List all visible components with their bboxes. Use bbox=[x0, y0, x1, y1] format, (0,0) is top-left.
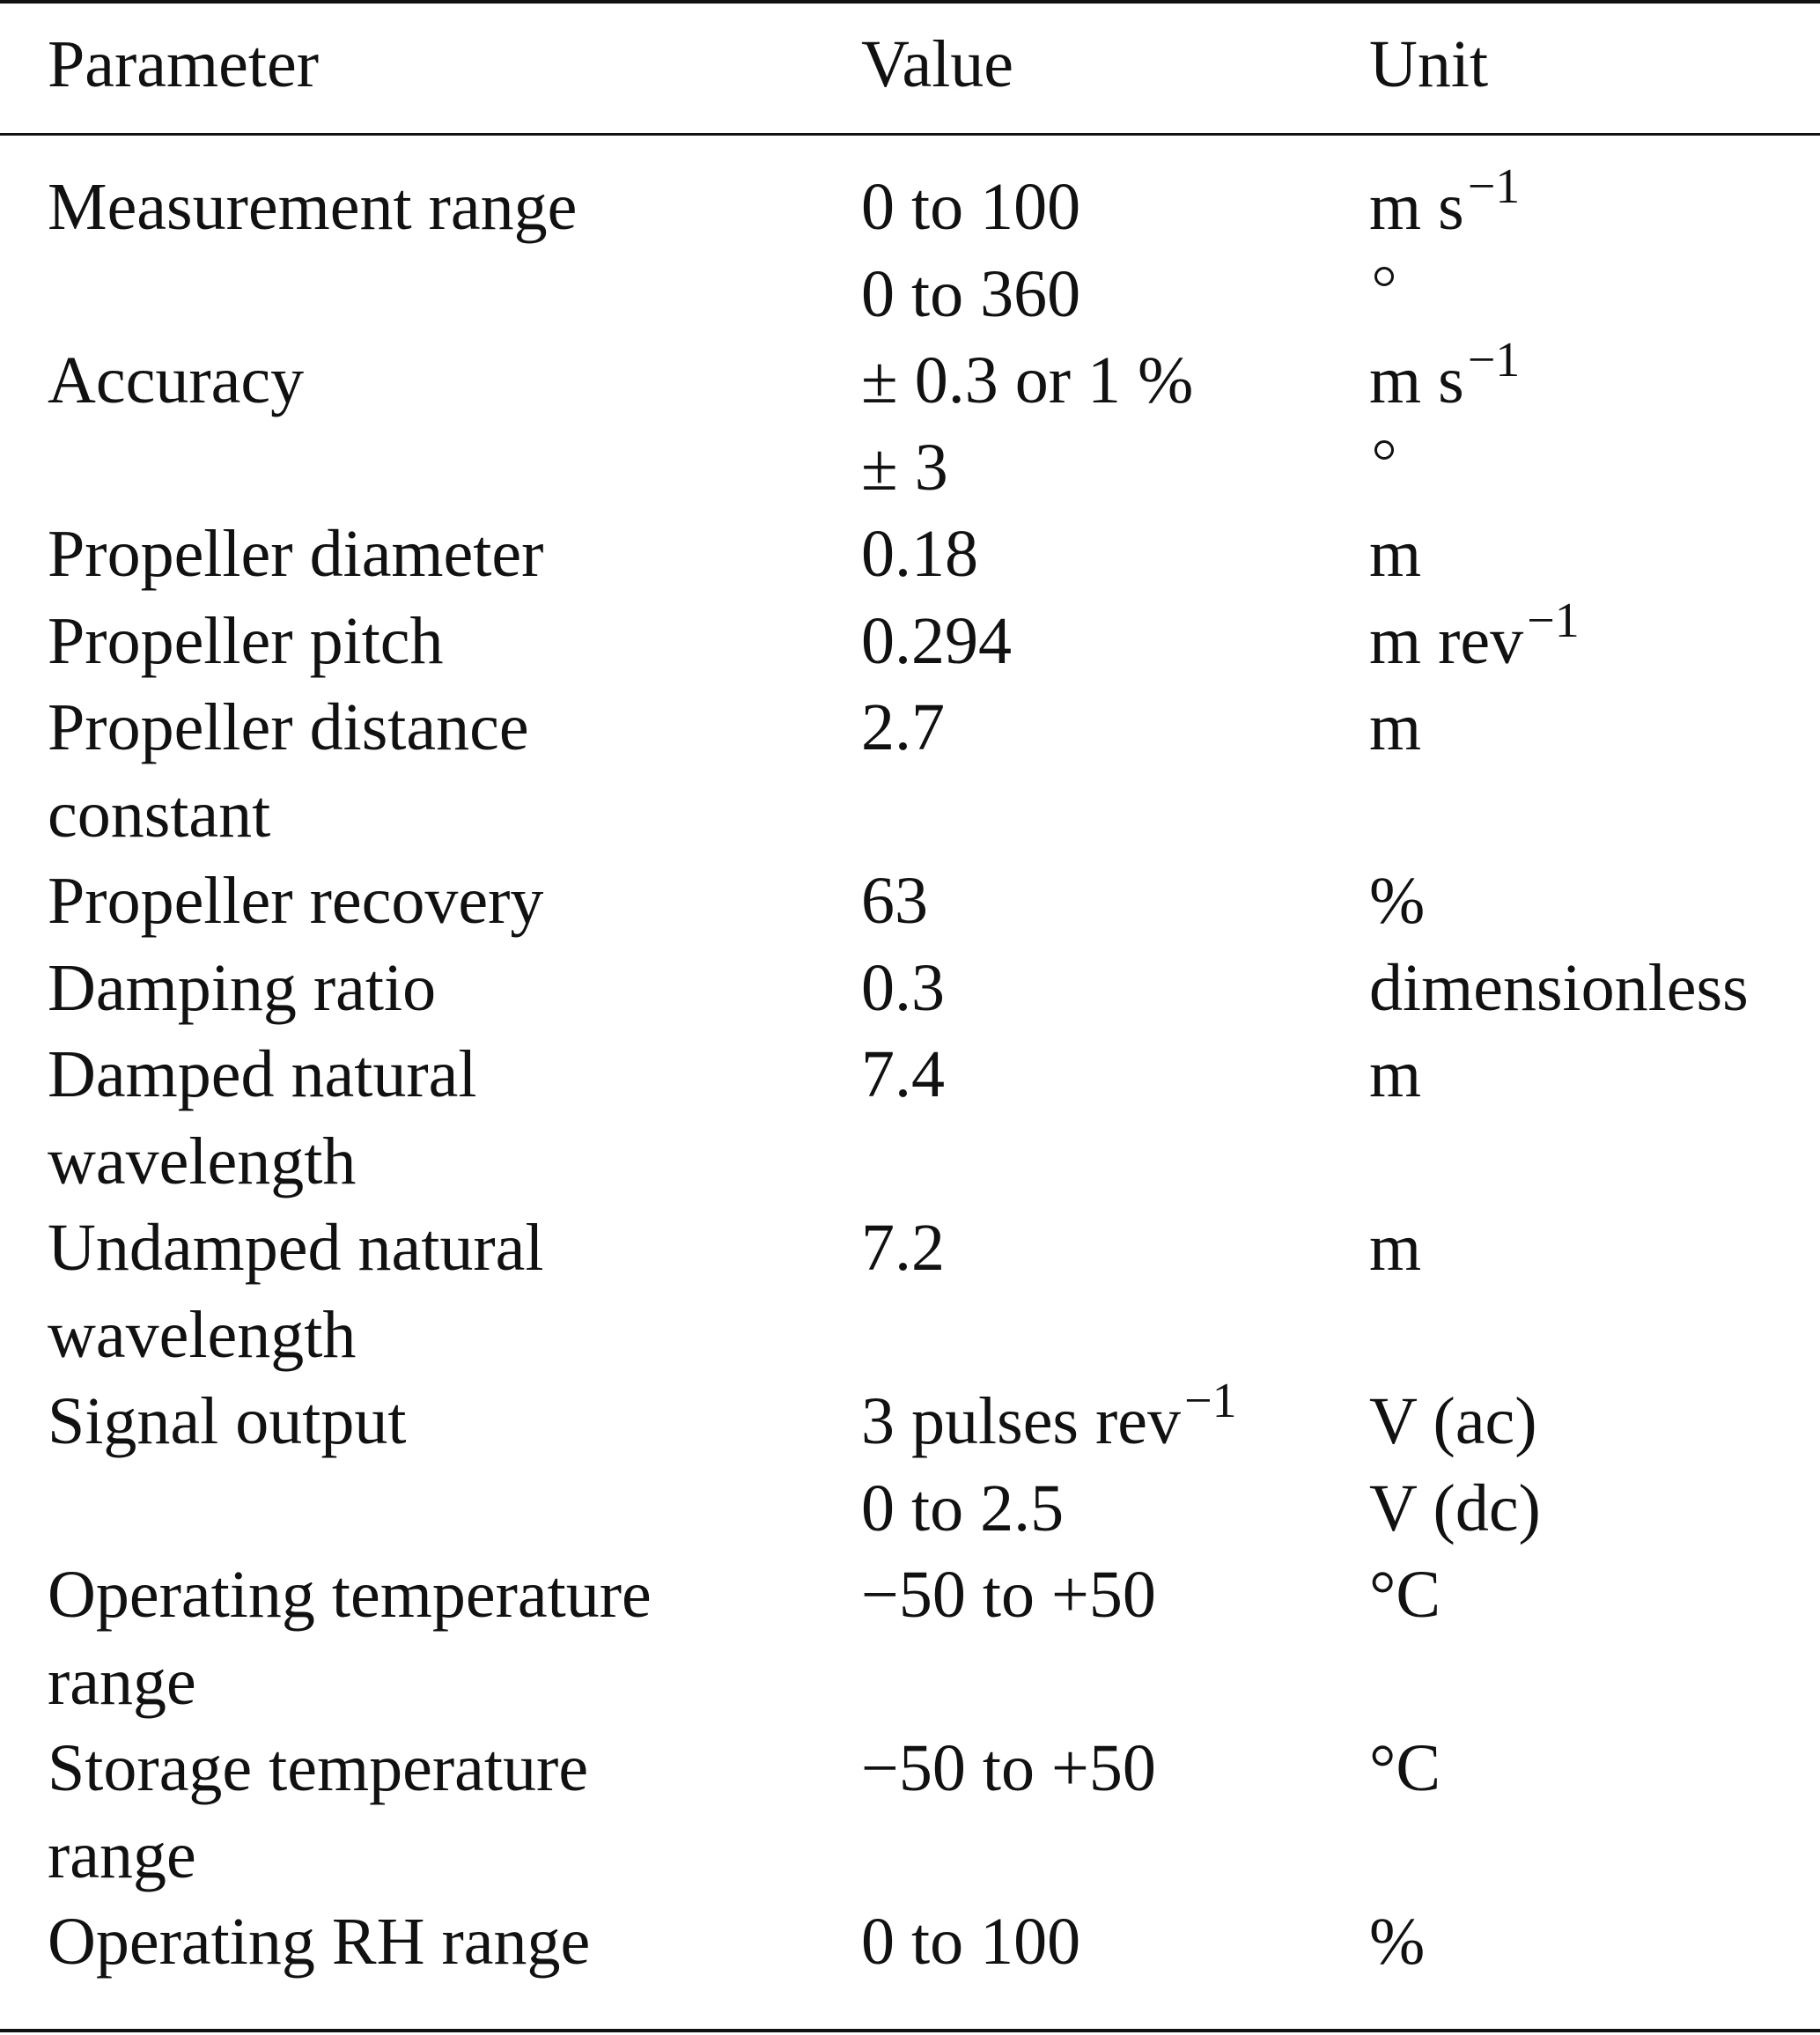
cell-parameter: range bbox=[48, 1645, 196, 1719]
cell-unit-exponent: −1 bbox=[1467, 333, 1521, 387]
cell-unit bbox=[1369, 333, 1521, 430]
table-header-rule bbox=[0, 133, 1820, 136]
cell-unit-exponent: −1 bbox=[1467, 159, 1521, 214]
cell-value bbox=[861, 1374, 1237, 1471]
cell-value-text: 0 to 100 bbox=[861, 170, 1081, 244]
header-parameter: Parameter bbox=[48, 27, 320, 101]
cell-value-text: 0.3 bbox=[861, 951, 945, 1025]
cell-parameter: Propeller recovery bbox=[48, 864, 544, 938]
cell-parameter: Accuracy bbox=[48, 343, 305, 417]
degree-symbol bbox=[1374, 267, 1394, 286]
cell-parameter: Operating RH range bbox=[48, 1905, 591, 1979]
cell-unit bbox=[1369, 251, 1389, 337]
cell-parameter: Storage temperature bbox=[48, 1731, 589, 1805]
cell-unit bbox=[1369, 945, 1749, 1031]
cell-unit bbox=[1369, 1378, 1537, 1464]
cell-unit-text: % bbox=[1369, 1905, 1426, 1979]
cell-value-text: 3 pulses rev bbox=[861, 1384, 1182, 1458]
cell-value bbox=[861, 858, 928, 944]
cell-value bbox=[861, 598, 1012, 684]
cell-unit-text: m rev bbox=[1369, 604, 1524, 678]
cell-parameter: constant bbox=[48, 778, 271, 852]
cell-unit-text: dimensionless bbox=[1369, 951, 1749, 1025]
cell-unit-text: m bbox=[1369, 690, 1422, 764]
cell-value bbox=[861, 945, 945, 1031]
cell-value bbox=[861, 511, 978, 597]
cell-parameter: Propeller pitch bbox=[48, 604, 444, 678]
cell-unit-text: m bbox=[1369, 1211, 1422, 1285]
cell-unit-text: m s bbox=[1369, 170, 1464, 244]
cell-value bbox=[861, 684, 945, 770]
table-bottom-rule bbox=[0, 2029, 1820, 2032]
cell-parameter: Operating temperature bbox=[48, 1558, 652, 1632]
cell-value bbox=[861, 1552, 1156, 1638]
cell-value bbox=[861, 1465, 1064, 1552]
cell-unit bbox=[1369, 594, 1580, 690]
cell-unit-text: % bbox=[1369, 864, 1426, 938]
cell-unit-exponent: −1 bbox=[1527, 594, 1580, 648]
cell-unit-text: °C bbox=[1369, 1731, 1441, 1805]
cell-value-text: −50 to +50 bbox=[861, 1558, 1156, 1632]
cell-unit bbox=[1369, 684, 1421, 770]
cell-value-text: 7.2 bbox=[861, 1211, 945, 1285]
cell-value bbox=[861, 424, 948, 511]
cell-unit-text: m bbox=[1369, 517, 1422, 591]
header-unit: Unit bbox=[1369, 27, 1489, 101]
header-value: Value bbox=[861, 27, 1014, 101]
cell-value-text: 0 to 2.5 bbox=[861, 1471, 1065, 1545]
cell-value-text: 0 to 360 bbox=[861, 257, 1081, 331]
cell-unit-text: V (ac) bbox=[1369, 1384, 1537, 1458]
cell-unit bbox=[1369, 1465, 1541, 1552]
cell-parameter: Damped natural bbox=[48, 1037, 477, 1111]
cell-value-text: 0.18 bbox=[861, 517, 978, 591]
cell-value-text: 63 bbox=[861, 864, 928, 938]
cell-value-text: ± 0.3 or 1 % bbox=[861, 343, 1194, 417]
cell-unit bbox=[1369, 511, 1421, 597]
cell-parameter: Undamped natural bbox=[48, 1211, 544, 1285]
cell-unit bbox=[1369, 1899, 1425, 1985]
cell-parameter: range bbox=[48, 1818, 196, 1892]
cell-parameter: Signal output bbox=[48, 1384, 407, 1458]
cell-unit bbox=[1369, 1725, 1441, 1811]
cell-value-text: ± 3 bbox=[861, 431, 948, 505]
degree-symbol bbox=[1374, 440, 1394, 460]
cell-value bbox=[861, 1899, 1080, 1985]
cell-unit bbox=[1369, 1552, 1441, 1638]
cell-unit-text: V (dc) bbox=[1369, 1471, 1541, 1545]
cell-unit bbox=[1369, 424, 1389, 511]
cell-unit bbox=[1369, 159, 1521, 256]
cell-parameter: Damping ratio bbox=[48, 951, 437, 1025]
cell-parameter: wavelength bbox=[48, 1124, 357, 1198]
cell-unit bbox=[1369, 1205, 1421, 1291]
cell-unit-text: m bbox=[1369, 1037, 1422, 1111]
cell-unit-text: m s bbox=[1369, 343, 1464, 417]
cell-unit bbox=[1369, 1031, 1421, 1117]
cell-value-text: 0 to 100 bbox=[861, 1905, 1081, 1979]
cell-value bbox=[861, 337, 1193, 424]
table-top-rule bbox=[0, 0, 1820, 4]
cell-value-text: 0.294 bbox=[861, 604, 1012, 678]
cell-value-exponent: −1 bbox=[1184, 1374, 1237, 1428]
cell-value-text: −50 to +50 bbox=[861, 1731, 1156, 1805]
cell-unit bbox=[1369, 858, 1425, 944]
cell-unit-text: °C bbox=[1369, 1558, 1441, 1632]
cell-value bbox=[861, 1031, 945, 1117]
cell-value bbox=[861, 251, 1080, 337]
cell-value bbox=[861, 1725, 1156, 1811]
cell-parameter: wavelength bbox=[48, 1298, 357, 1372]
cell-parameter: Propeller diameter bbox=[48, 517, 544, 591]
cell-value-text: 2.7 bbox=[861, 690, 945, 764]
cell-value bbox=[861, 1205, 945, 1291]
cell-parameter: Propeller distance bbox=[48, 690, 529, 764]
cell-value bbox=[861, 164, 1080, 250]
cell-parameter: Measurement range bbox=[48, 170, 578, 244]
cell-value-text: 7.4 bbox=[861, 1037, 945, 1111]
